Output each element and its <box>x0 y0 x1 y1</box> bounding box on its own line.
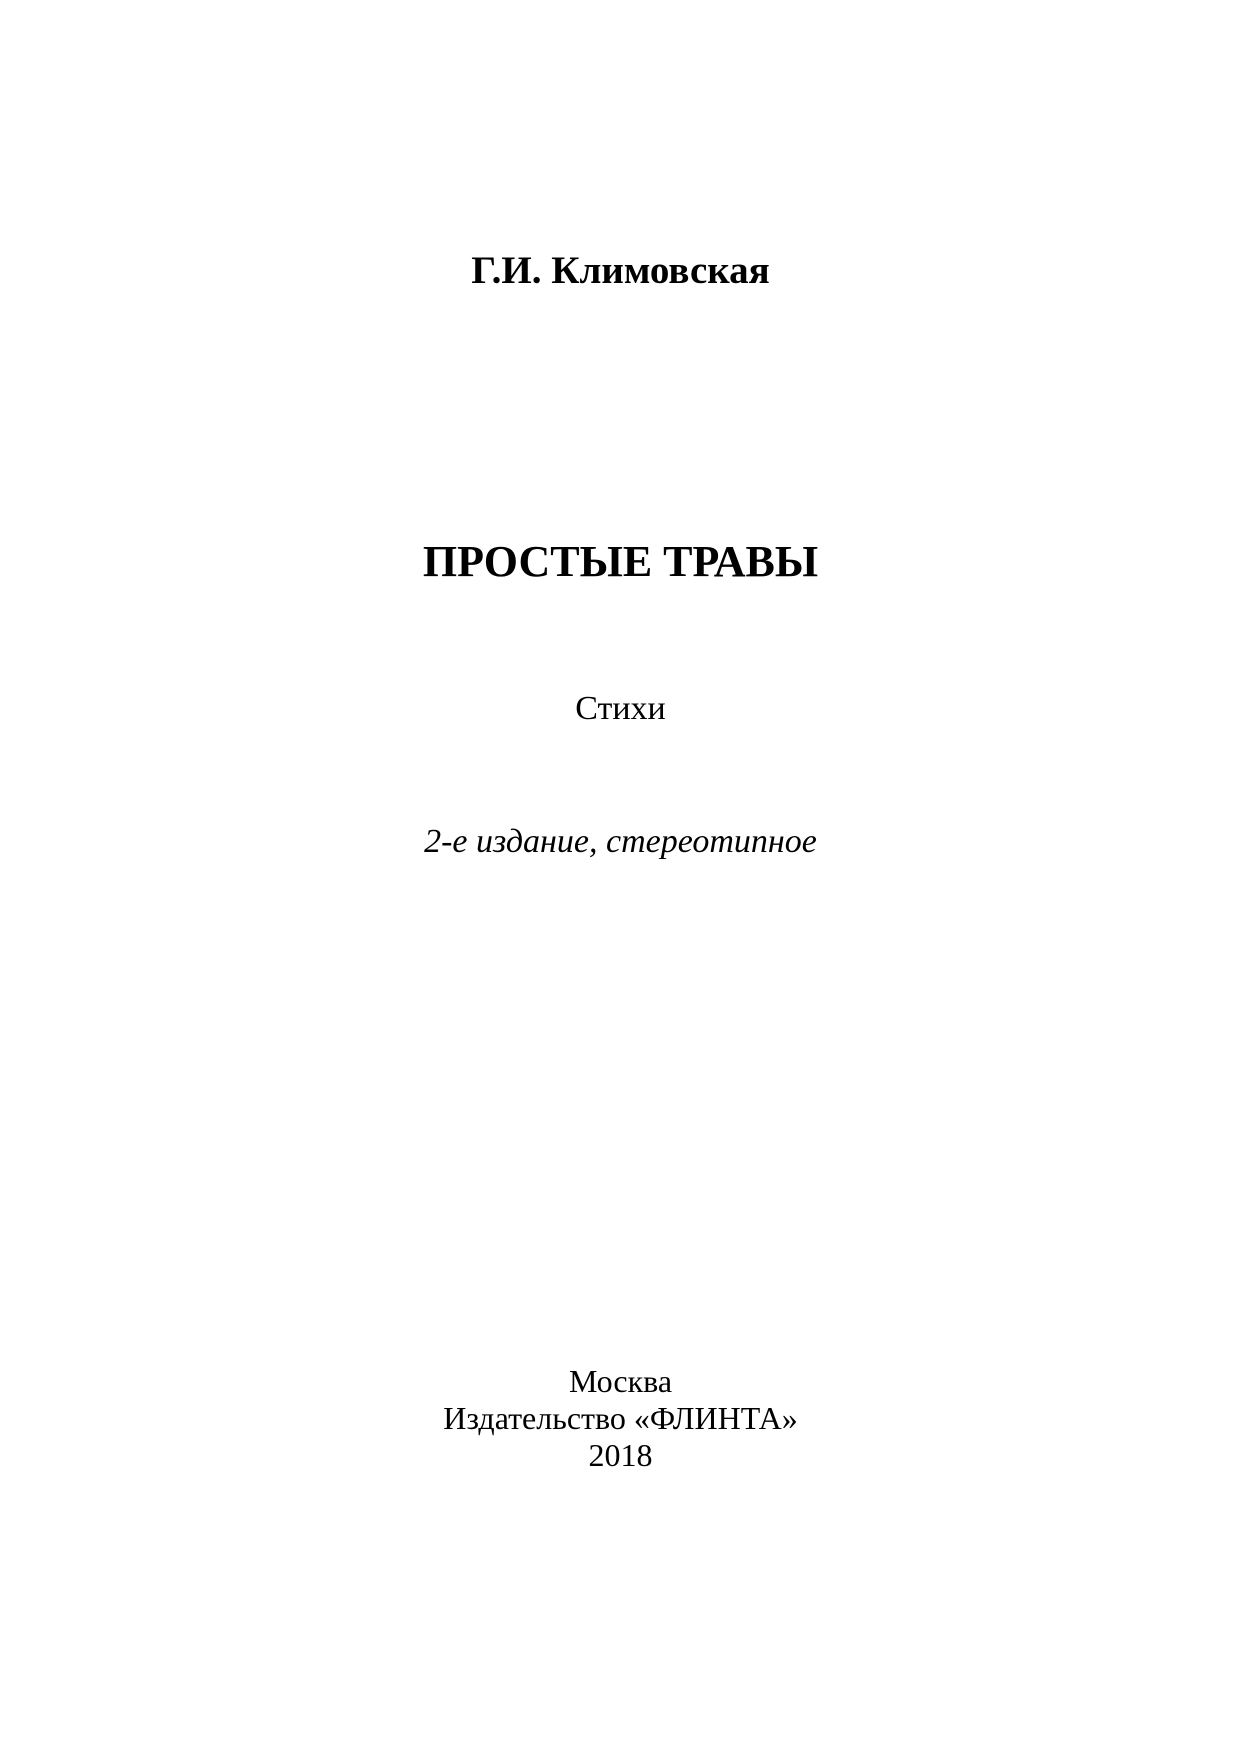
edition-note: 2-е издание, стереотипное <box>424 823 817 860</box>
author-name: Г.И. Климовская <box>471 249 770 292</box>
imprint <box>0 1363 1241 1474</box>
book-title: ПРОСТЫЕ ТРАВЫ <box>422 537 819 586</box>
genre-label: Стихи <box>575 690 666 727</box>
imprint-city: Москва <box>568 1363 673 1399</box>
imprint-year: 2018 <box>588 1437 653 1473</box>
imprint-publisher: Издательство «ФЛИНТА» <box>443 1400 798 1436</box>
